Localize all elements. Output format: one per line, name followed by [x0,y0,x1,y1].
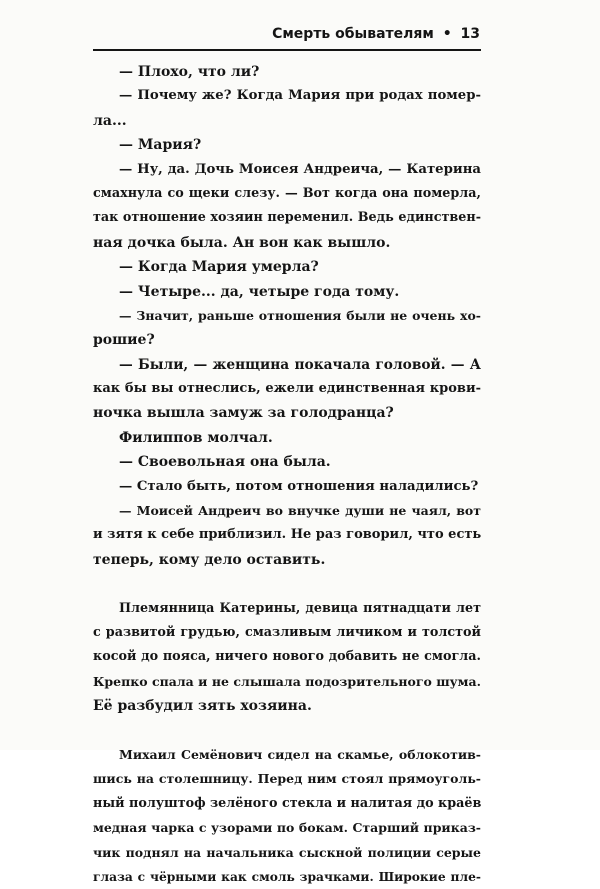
text-line: — Были, — женщина покачала головой. — А [119,356,481,373]
text-line: — Четыре... да, четыре года тому. [119,283,400,300]
page-number: 13 [460,26,480,42]
text-line: ный полуштоф зелёного стекла и налитая до краёв [93,795,482,811]
text-line: и зятя к себе приблизил. Не раз говорил, что есть [93,527,482,543]
running-header [272,26,480,42]
text-line: Крепко спала и не слышала подозрительного шума. [93,673,481,689]
text-line: Филиппов молчал. [119,429,273,446]
text-line: медная чарка с узорами по бокам. Старший приказ- [93,820,481,836]
text-line: с развитой грудью, смазливым личиком и толстой [93,624,481,640]
text-line: — Почему же? Когда Мария при родах помер- [119,88,481,104]
text-line: смахнула со щеки слезу. — Вот когда она померла, [93,185,481,201]
text-line: Михаил Семёнович сидел на скамье, облокотив- [119,746,481,762]
text-body [93,60,481,889]
paragraph-gap [93,572,481,596]
text-line: ла... [93,112,127,129]
running-header-title: Смерть обывателям [272,26,434,42]
text-line: так отношение хозяин переменил. Ведь единствен- [93,210,481,226]
text-line: ная дочка была. Ан вон как вышло. [93,234,391,251]
text-line: Племянница Катерины, девица пятнадцати лет [119,600,481,616]
text-line: теперь, кому дело оставить. [93,551,326,568]
text-line: рошие? [93,332,155,349]
text-line: глаза с чёрными как смоль зрачками. Широкие пле- [93,868,481,884]
text-line: — Когда Мария умерла? [119,259,319,276]
text-line: — Плохо, что ли? [119,64,260,80]
text-line: шись на столешницу. Перед ним стоял прямоуголь- [93,771,481,787]
text-line: ночка вышла замуж за голодранца? [93,405,394,422]
text-line: — Стало быть, потом отношения наладились? [119,478,479,494]
running-header-separator: • [442,26,452,42]
text-line: Её разбудил зять хозяина. [93,698,312,715]
text-line: — Моисей Андреич во внучке души не чаял, вот [119,503,481,519]
header-rule [93,49,481,51]
text-line: — Ну, да. Дочь Моисея Андреича, — Катерина [119,161,481,177]
text-line: — Мария? [119,137,202,154]
text-line: — Своевольная она была. [119,454,331,471]
paragraph-gap [93,719,481,743]
text-line: — Значит, раньше отношения были не очень хо- [119,307,481,323]
text-line: косой до пояса, ничего нового добавить не смогла. [93,649,481,665]
text-line: как бы вы отнеслись, ежели единственная крови- [93,381,481,397]
text-line: чик поднял на начальника сыскной полиции серые [93,844,481,860]
